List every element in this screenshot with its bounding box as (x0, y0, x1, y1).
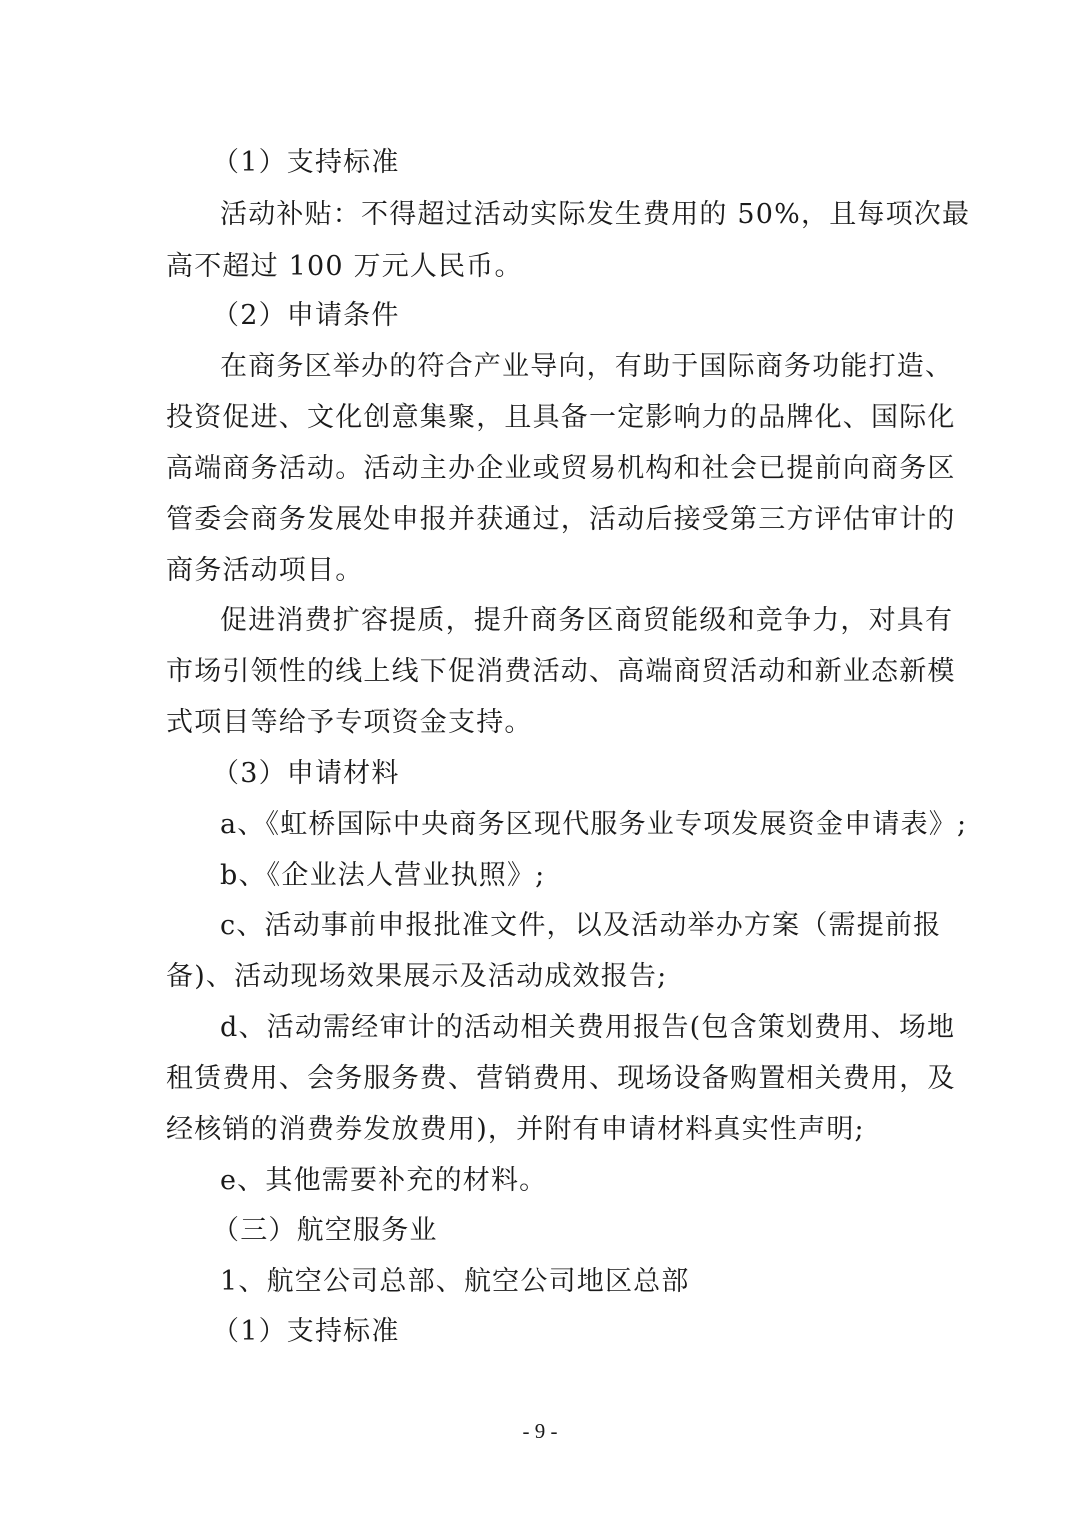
paragraph-line: 促进消费扩容提质，提升商务区商贸能级和竞争力，对具有 (220, 605, 954, 636)
paragraph-line: 商务活动项目。 (166, 555, 364, 586)
list-item: c、活动事前申报批准文件，以及活动举办方案（需提前报 (220, 910, 942, 941)
paragraph-line: 高不超过 100 万元人民币。 (166, 251, 523, 282)
list-item: a、《虹桥国际中央商务区现代服务业专项发展资金申请表》; (220, 809, 968, 840)
subsection-heading: 1、航空公司总部、航空公司地区总部 (220, 1266, 690, 1297)
list-item-continuation: 租赁费用、会务服务费、营销费用、现场设备购置相关费用，及 (166, 1063, 956, 1094)
list-item-continuation: 备)、活动现场效果展示及活动成效报告; (166, 961, 668, 992)
subheading-support-standard: （1）支持标准 (212, 147, 400, 178)
paragraph-line: 高端商务活动。活动主办企业或贸易机构和社会已提前向商务区 (166, 453, 956, 484)
paragraph-line: 投资促进、文化创意集聚，且具备一定影响力的品牌化、国际化 (166, 402, 956, 433)
subheading-application-materials: （3）申请材料 (212, 758, 400, 789)
paragraph-line: 式项目等给予专项资金支持。 (166, 707, 533, 738)
paragraph-line: 在商务区举办的符合产业导向，有助于国际商务功能打造、 (220, 351, 954, 382)
list-item: b、《企业法人营业执照》; (220, 860, 546, 891)
page-number: - 9 - (522, 1419, 558, 1443)
section-heading-aviation-services: （三）航空服务业 (212, 1215, 438, 1246)
paragraph-line: 活动补贴：不得超过活动实际发生费用的 50%，且每项次最 (220, 199, 971, 230)
paragraph-line: 管委会商务发展处申报并获通过，活动后接受第三方评估审计的 (166, 504, 956, 535)
subheading-support-standard: （1）支持标准 (212, 1316, 400, 1347)
paragraph-line: 市场引领性的线上线下促消费活动、高端商贸活动和新业态新模 (166, 656, 956, 687)
list-item: e、其他需要补充的材料。 (220, 1165, 548, 1196)
subheading-application-conditions: （2）申请条件 (212, 300, 400, 331)
list-item: d、活动需经审计的活动相关费用报告(包含策划费用、场地 (220, 1012, 956, 1043)
list-item-continuation: 经核销的消费券发放费用)，并附有申请材料真实性声明; (166, 1114, 865, 1145)
